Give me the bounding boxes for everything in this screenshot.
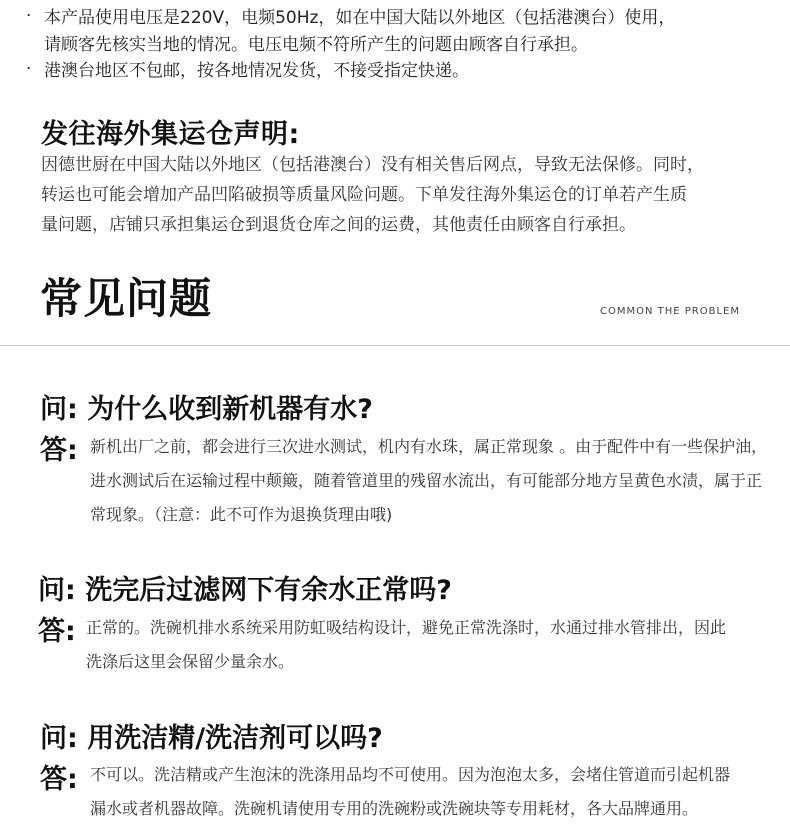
faq-answer-2-line-1: 正常的。洗碗机排水系统采用防虹吸结构设计，避免正常洗涤时，水通过排水管排出，因此 [86,618,727,637]
faq-answer-1-line-2: 进水测试后在运输过程中颠簸，随着管道里的残留水流出，有可能部分地方呈黄色水渍，属于正 [90,471,763,490]
bullet-dot: · [26,6,32,26]
answer-label: 答: [38,616,76,647]
question-text: 洗完后过滤网下有余水正常吗? [85,575,452,606]
faq-answer-3-line-1: 不可以。洗洁精或产生泡沫的洗涤用品均不可使用。因为泡泡太多，会堵住管道而引起机器 [90,765,731,784]
overseas-line-3: 量问题，店铺只承担集运仓到退货仓库之间的运费，其他责任由顾客自行承担。 [41,215,636,235]
notice-bullet-1-line-1: 本产品使用电压是220V，电频50Hz，如在中国大陆以外地区（包括港澳台）使用， [44,8,676,28]
overseas-line-1: 因德世厨在中国大陆以外地区（包括港澳台）没有相关售后网点，导致无法保修。同时， [41,155,704,175]
faq-title: 常见问题 [40,274,213,323]
overseas-line-2: 转运也可能会增加产品凹陷破损等质量风险问题。下单发往海外集运仓的订单若产生质 [41,185,687,205]
question-text: 用洗洁精/洗洁剂可以吗? [87,723,383,754]
answer-label: 答: [40,764,78,795]
question-text: 为什么收到新机器有水? [87,394,373,425]
bullet-dot: · [26,59,32,79]
faq-answer-3-line-2: 漏水或者机器故障。洗碗机请使用专用的洗碗粉或洗碗块等专用耗材，各大品牌通用。 [90,799,699,818]
question-label: 问: [38,575,76,606]
faq-question-3 [40,716,383,755]
section-divider [0,345,790,346]
question-label: 问: [40,394,78,425]
notice-bullet-2-line-1: 港澳台地区不包邮，按各地情况发货，不接受指定快递。 [44,61,469,81]
answer-label: 答: [40,435,78,466]
overseas-heading: 发往海外集运仓声明: [41,119,300,150]
question-label: 问: [40,723,78,754]
faq-subtitle: COMMON THE PROBLEM [600,306,740,317]
faq-answer-1-line-3: 常现象。（注意：此不可作为退换货理由哦) [90,505,393,524]
faq-answer-2-line-2: 洗涤后这里会保留少量余水。 [86,652,295,671]
faq-answer-1-line-1: 新机出厂之前，都会进行三次进水测试，机内有水珠，属正常现象 。由于配件中有一些保护油， [90,437,768,456]
notice-bullet-1-line-2: 请顾客先核实当地的情况。电压电频不符所产生的问题由顾客自行承担。 [44,35,588,55]
faq-question-2 [38,568,452,607]
faq-question-1 [40,387,373,426]
